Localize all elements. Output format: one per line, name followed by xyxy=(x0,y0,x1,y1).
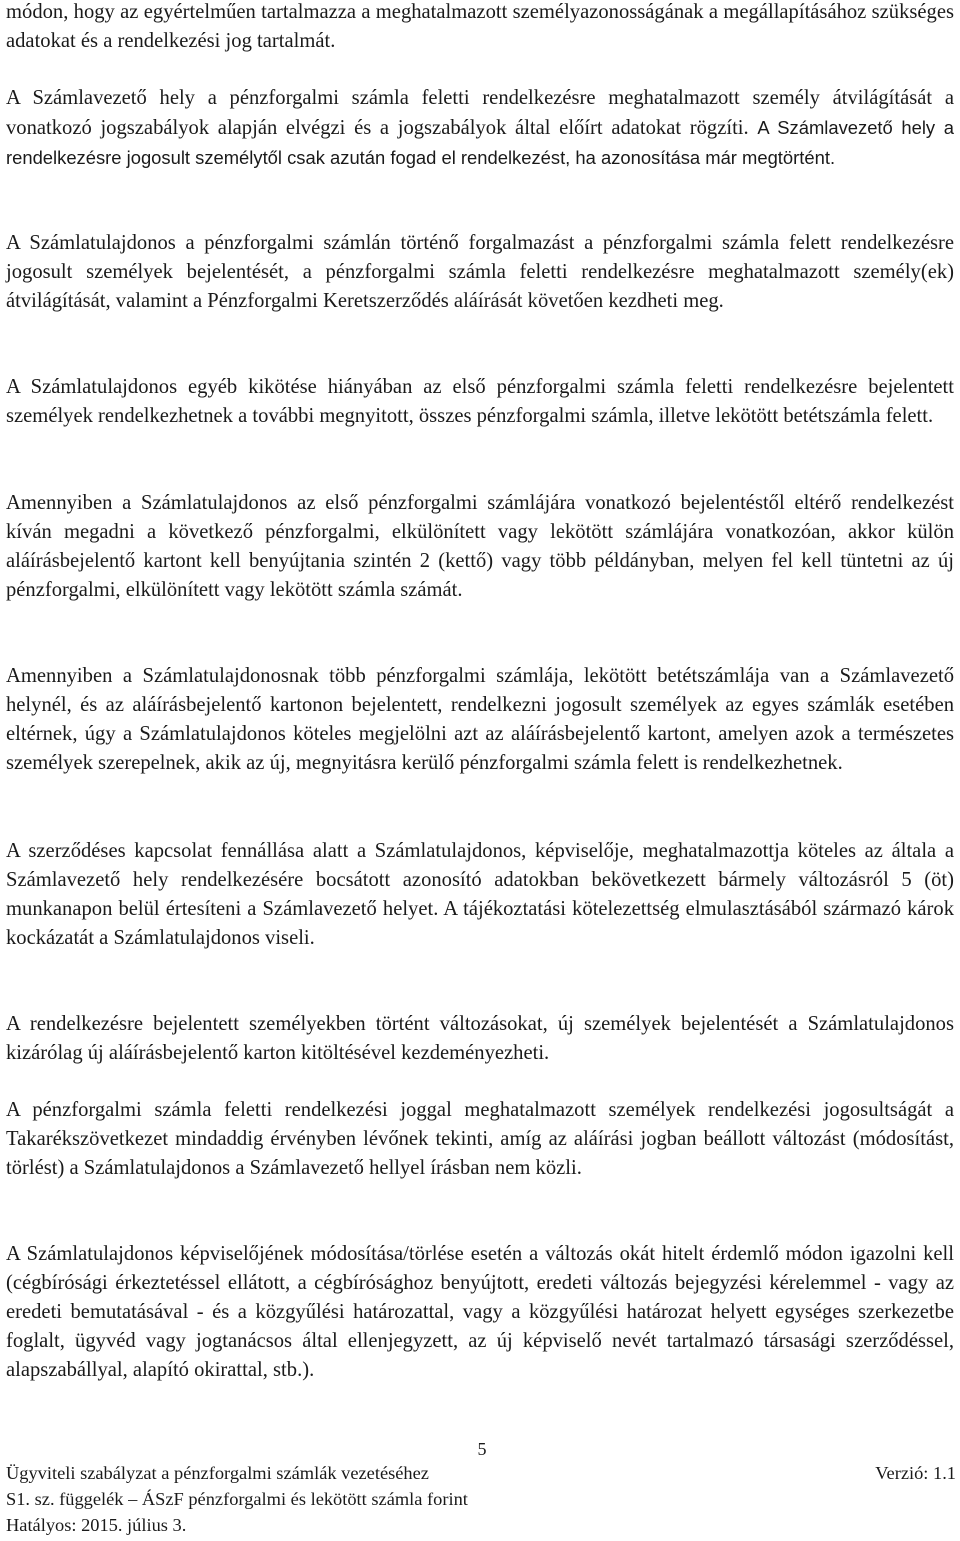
paragraph-different-provision xyxy=(6,489,954,605)
footer-effective-line xyxy=(6,1513,956,1537)
paragraph-text: Amennyiben a Számlatulajdonos az első pénzforgalmi számlájára vonatkozó bejelentéstől eltérő rendelkezést kíván megadni a következő pénzforgalmi, elkülönített vagy lekötött számlájára vonatkozóan, akkor külön aláírásbejelentő kartont kell benyújtania szintén 2 (kettő) vagy több példányban, melyen fel kell tüntetni az új pénzforgalmi, elkülönített vagy lekötött számla számát. xyxy=(6,492,954,601)
paragraph-start-of-transactions xyxy=(6,229,954,316)
footer-appendix-line xyxy=(6,1487,956,1511)
paragraph-representative-change xyxy=(6,1240,954,1385)
paragraph-multiple-accounts xyxy=(6,662,954,778)
footer-version: Verzió: 1.1 xyxy=(875,1463,956,1483)
paragraph-signatory-changes xyxy=(6,1010,954,1068)
paragraph-rights-validity xyxy=(6,1096,954,1183)
paragraph-change-notification xyxy=(6,837,954,953)
footer-title-line xyxy=(6,1461,956,1485)
paragraph-text: A szerződéses kapcsolat fennállása alatt a Számlatulajdonos, képviselője, meghatalmazottja köteles az általa a Számlavezető hely rendelkezésére bocsátott azonosító adatokban bekövetkezett bármely változásról 5 (öt) munkanapon belül értesíteni a Számlavezető helyet. A tájékoztatási kötelezettség elmulasztásából származó károk kockázatát a Számlatulajdonos viseli. xyxy=(6,840,954,949)
paragraph-default-signatories xyxy=(6,373,954,431)
paragraph-text: Amennyiben a Számlatulajdonosnak több pénzforgalmi számlája, lekötött betétszámlája van a Számlavezető helynél, és az aláírásbejelentő kartonon bejelentett, rendelkezni jogosult személyek az egyes számlák esetében eltérnek, úgy a Számlatulajdonos köteles megjelölni azt az aláírásbejelentő kartont, amelyen azok a természetes személyek szerepelnek, akik az új, megnyitásra kerülő pénzforgalmi számla felett is rendelkezhetnek. xyxy=(6,665,954,774)
paragraph-text: A Számlavezető hely a pénzforgalmi számla feletti rendelkezésre meghatalmazott személy átvilágítását a vonatkozó jogszabályok alapján elvégzi és a jogszabályok által előírt adatokat rögzíti. xyxy=(6,87,954,139)
page-number: 5 xyxy=(477,1439,487,1459)
paragraph-text: A Számlatulajdonos egyéb kikötése hiányában az első pénzforgalmi számla feletti rendelkezésre bejelentett személyek rendelkezhetnek a további megnyitott, összes pénzforgalmi számla, illetve lekötött betétszámla felett. xyxy=(6,376,954,427)
footer-effective-date: Hatályos: 2015. július 3. xyxy=(6,1515,187,1535)
paragraph-text: A Számlatulajdonos képviselőjének módosítása/törlése esetén a változás okát hitelt érdemlő módon igazolni kell (cégbírósági érkeztetéssel ellátott, a cégbírósághoz benyújtott, eredeti változás bejegyzési kérelemmel - vagy az eredeti bemutatásával - és a közgyűlési határozattal, vagy a közgyűlési határozat helyett egységes szerkezetbe foglalt, ügyvéd vagy jogtanácsos által ellenjegyzett, az új képviselő nevét tartalmazó társasági szerződéssel, alapszabállyal, alapító okirattal, stb.). xyxy=(6,1243,954,1381)
paragraph-text: A Számlatulajdonos a pénzforgalmi számlán történő forgalmazást a pénzforgalmi számla felett rendelkezésre jogosult személyek bejelentését, a pénzforgalmi számla feletti rendelkezésre meghatalmazott személy(ek) átvilágítását, valamint a Pénzforgalmi Keretszerződés aláírását követően kezdheti meg. xyxy=(6,232,954,312)
footer-appendix: S1. sz. függelék – ÁSzF pénzforgalmi és lekötött számla forint xyxy=(6,1489,468,1509)
paragraph-text: módon, hogy az egyértelműen tartalmazza a meghatalmazott személyazonosságának a megállapításához szükséges adatokat és a rendelkezési jog tartalmát. xyxy=(6,1,954,52)
paragraph-text: A rendelkezésre bejelentett személyekben történt változásokat, új személyek bejelentését a Számlatulajdonos kizárólag új aláírásbejelentő karton kitöltésével kezdeményezheti. xyxy=(6,1013,954,1064)
paragraph-text: A pénzforgalmi számla feletti rendelkezési joggal meghatalmazott személyek rendelkezési jogosultságát a Takarékszövetkezet mindaddig érvényben lévőnek tekinti, amíg az aláírási jogban beállott változást (módosítást, törlést) a Számlatulajdonos a Számlavezető hellyel írásban nem közli. xyxy=(6,1099,954,1179)
paragraph-account-holder-verification xyxy=(6,84,954,173)
footer-title: Ügyviteli szabályzat a pénzforgalmi számlák vezetéséhez xyxy=(6,1463,429,1483)
paragraph-text-sans: A Számlavezető hely a rendelkezésre jogosult személytől csak azután fogad el rendelkezést, ha azonosítása már megtörtént. xyxy=(6,117,954,168)
paragraph-continuation xyxy=(6,0,954,56)
